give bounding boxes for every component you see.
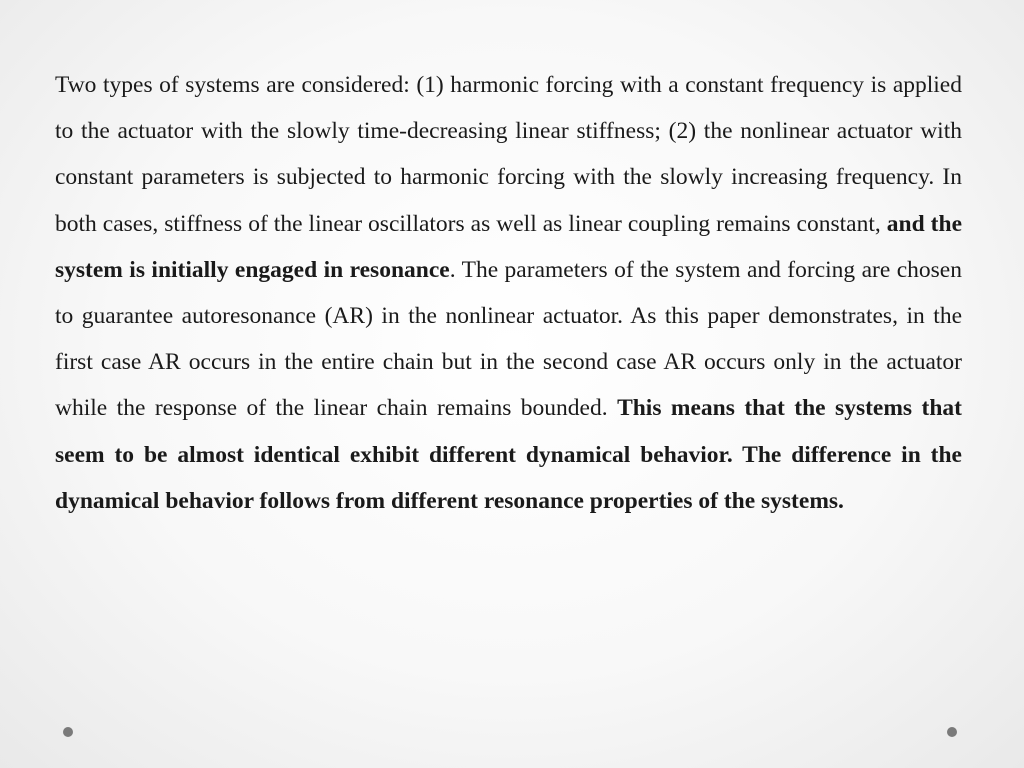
right-dot-icon	[947, 727, 957, 737]
bold-segment-resonance: and the system is initially engaged in resonance	[55, 210, 963, 283]
body-paragraph	[55, 62, 962, 524]
text-segment-2: . The parameters of the system and forcing are chosen to guarantee autoresonance (AR) in the nonlinear actuator. As this paper demonstrates, in the first case AR occurs in the entire chain but in the second case AR occurs only in the actuator while the response of the linear chain remains bounded.	[55, 256, 962, 422]
bold-segment-conclusion: This means that the systems that seem to be almost identical exhibit different dynamical behavior. The difference in the dynamical behavior follows from different resonance properties of the systems.	[55, 395, 962, 514]
text-segment-1: Two types of systems are considered: (1) harmonic forcing with a constant frequency is applied to the actuator with the slowly time-decreasing linear stiffness; (2) the nonlinear actuator with constant parameters is subjected to harmonic forcing with the slowly increasing frequency. In both cases, stiffness of the linear oscillators as well as linear coupling remains constant,	[55, 72, 962, 237]
left-dot-icon	[63, 727, 73, 737]
